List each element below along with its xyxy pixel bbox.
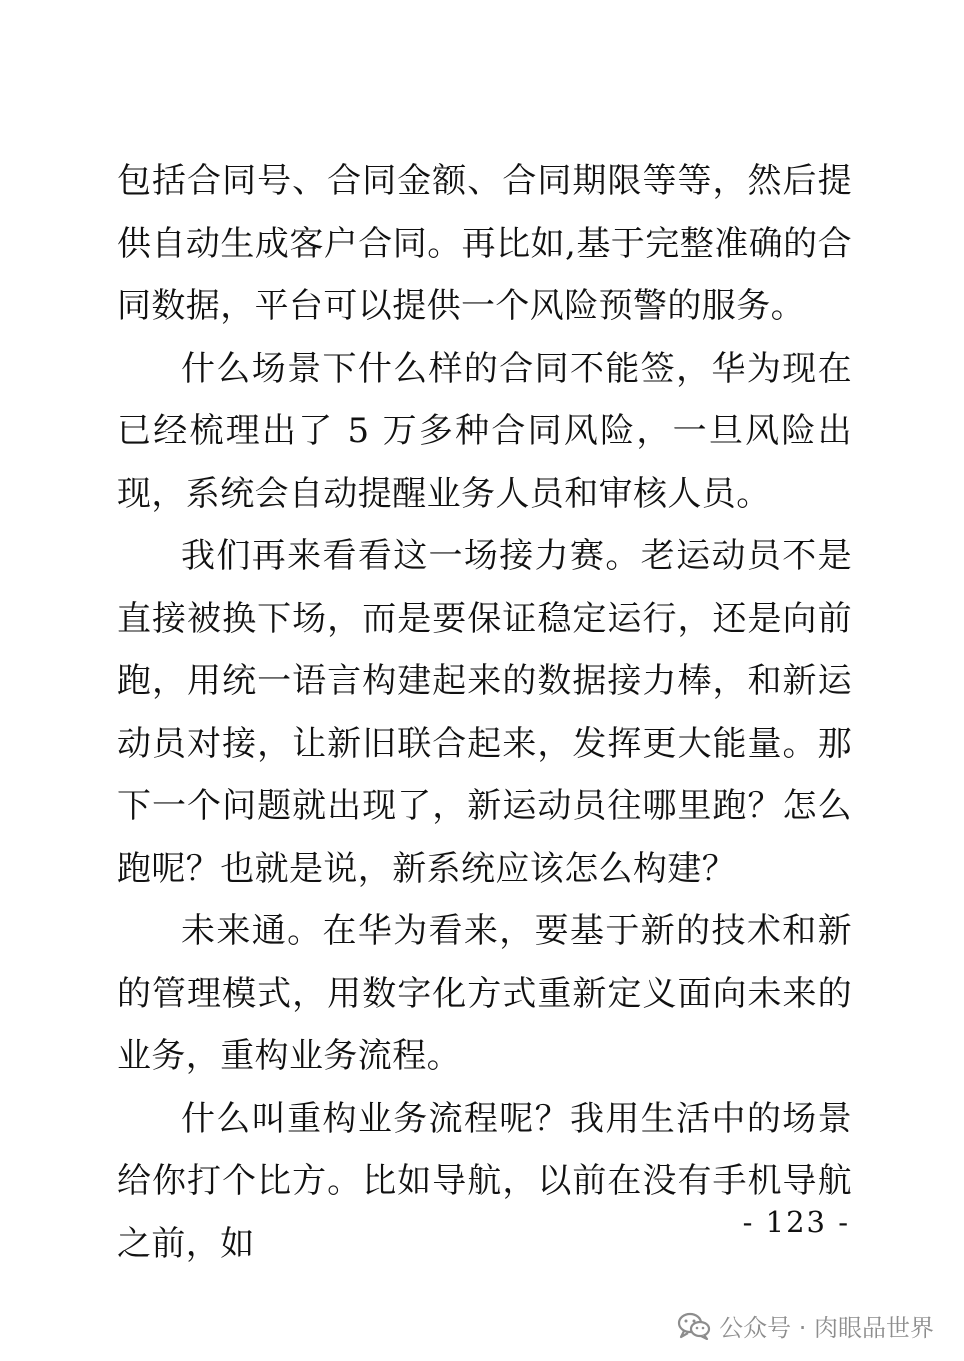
paragraph-contract-risks: 什么场景下什么样的合同不能签，华为现在已经梳理出了 5 万多种合同风险，一旦风险出现，系统会自动提醒业务人员和审核人员。: [117, 348, 852, 514]
paragraph-contract-automation: 包括合同号、合同金额、合同期限等等，然后提供自动生成客户合同。再比如,基于完整准确的合同数据，平台可以提供一个风险预警的服务。: [117, 161, 852, 326]
watermark-text: 公众号 · 肉眼品世界: [719, 1314, 934, 1342]
paragraph-relay-race: 我们再来看看这一场接力赛。老运动员不是直接被换下场，而是要保证稳定运行，还是向前跑，用统一语言构建起来的数据接力棒，和新运动员对接，让新旧联合起来，发挥更大能量。那下一个问题就出现了，新运动员往哪里跑？怎么跑呢？也就是说，新系统应该怎么构建？: [117, 536, 852, 889]
page-number: - 123 -: [742, 1205, 850, 1239]
document-body: [117, 150, 852, 1275]
paragraph-process-reconstruction: 什么叫重构业务流程呢？我用生活中的场景给你打个比方。比如导航，以前在没有手机导航之前，如: [117, 1098, 852, 1264]
wechat-icon: [677, 1312, 711, 1340]
paragraph-future-business: 未来通。在华为看来，要基于新的技术和新的管理模式，用数字化方式重新定义面向未来的业务，重构业务流程。: [117, 911, 852, 1076]
wechat-watermark: [677, 1308, 934, 1343]
